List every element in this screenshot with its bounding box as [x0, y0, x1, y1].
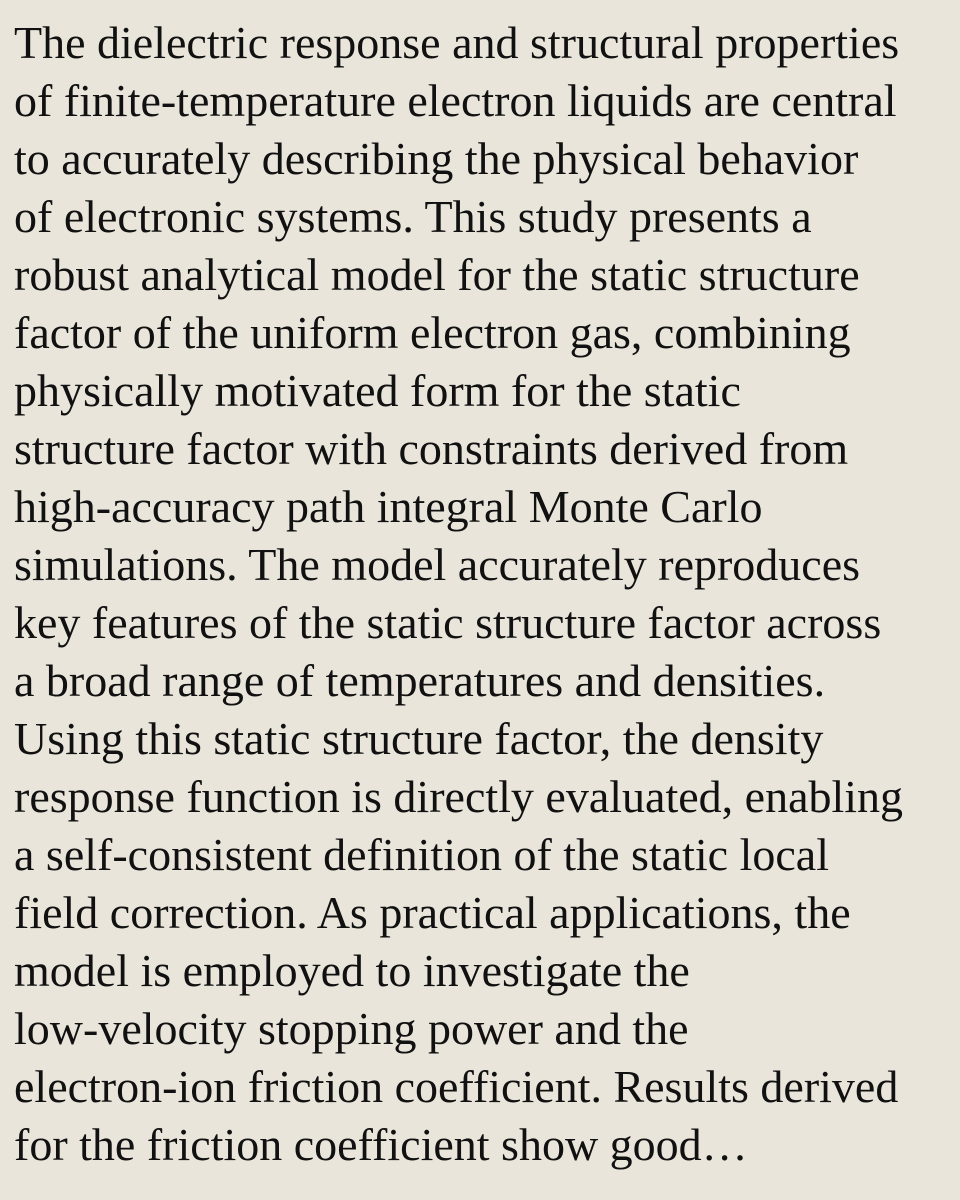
abstract-line: a broad range of temperatures and densities. [14, 655, 826, 706]
abstract-line: robust analytical model for the static structure [14, 249, 860, 300]
abstract-line: to accurately describing the physical behavior [14, 133, 859, 184]
abstract-line: Using this static structure factor, the density [14, 713, 824, 764]
abstract-line: physically motivated form for the static [14, 365, 741, 416]
abstract-line: structure factor with constraints derived from [14, 423, 849, 474]
abstract-line: field correction. As practical applications, the [14, 887, 851, 938]
abstract-line: electron-ion friction coefficient. Results derived [14, 1061, 899, 1112]
abstract-line: high-accuracy path integral Monte Carlo [14, 481, 763, 532]
abstract-line: of finite-temperature electron liquids are central [14, 75, 897, 126]
abstract-text [14, 14, 954, 1174]
abstract-line: simulations. The model accurately reproduces [14, 539, 861, 590]
abstract-line: a self-consistent definition of the static local [14, 829, 829, 880]
abstract-line: model is employed to investigate the [14, 945, 690, 996]
abstract-line: factor of the uniform electron gas, combining [14, 307, 851, 358]
abstract-line: The dielectric response and structural properties [14, 17, 900, 68]
abstract-line: low-velocity stopping power and the [14, 1003, 689, 1054]
abstract-line: for the friction coefficient show good… [14, 1119, 748, 1170]
abstract-line: of electronic systems. This study presents a [14, 191, 812, 242]
abstract-line: key features of the static structure factor across [14, 597, 882, 648]
abstract-line: response function is directly evaluated, enabling [14, 771, 904, 822]
